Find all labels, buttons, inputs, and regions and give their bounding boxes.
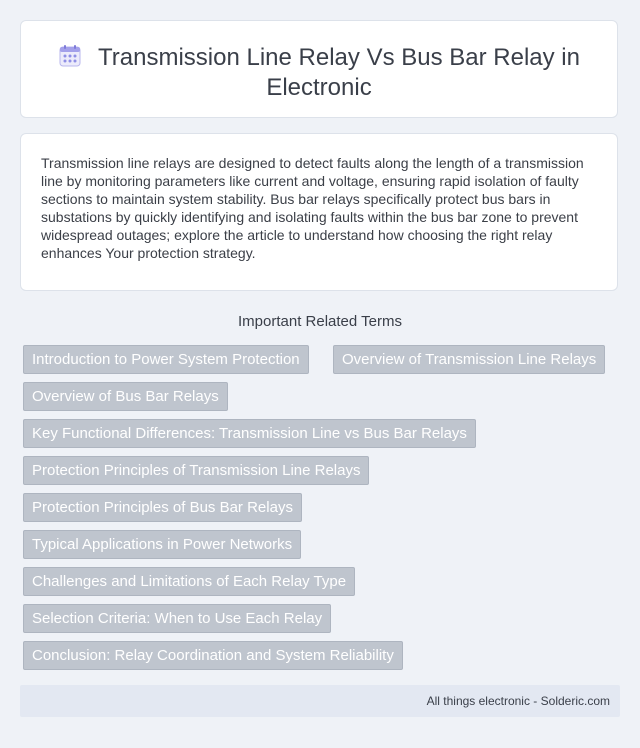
title-card [20,20,618,118]
footer [20,685,620,717]
related-terms-heading: Important Related Terms [238,313,402,330]
page-title-line2: Electronic [266,74,372,101]
related-term-chip[interactable]: Protection Principles of Bus Bar Relays [23,493,302,522]
summary-card [20,133,618,291]
related-term-chip[interactable]: Conclusion: Relay Coordination and System Reliability [23,641,403,670]
related-term-chip[interactable]: Typical Applications in Power Networks [23,530,301,559]
related-term-chip[interactable]: Overview of Bus Bar Relays [23,382,228,411]
related-term-chip[interactable]: Challenges and Limitations of Each Relay Type [23,567,355,596]
footer-credit: All things electronic - Solderic.com [426,694,610,708]
summary-text: Transmission line relays are designed to detect faults along the length of a transmission line by monitoring parameters like current and voltage, ensuring rapid isolation of faulty sections to maintain system stability. Bus bar relays specifically protect bus bars in substations by quickly identifying and isolating faults within the bus bar zone to prevent widespread outages; explore the article to understand how choosing the right relay enhances Your protection strategy. [41,155,584,261]
related-term-chip[interactable]: Key Functional Differences: Transmission Line vs Bus Bar Relays [23,419,476,448]
related-term-chip[interactable]: Selection Criteria: When to Use Each Relay [23,604,331,633]
page-title-line1: Transmission Line Relay Vs Bus Bar Relay in [98,44,580,71]
related-term-chip[interactable]: Overview of Transmission Line Relays [333,345,605,374]
calendar-icon [58,44,82,68]
related-term-chip[interactable]: Introduction to Power System Protection [23,345,309,374]
title-block [21,43,617,103]
related-term-chip[interactable]: Protection Principles of Transmission Line Relays [23,456,369,485]
